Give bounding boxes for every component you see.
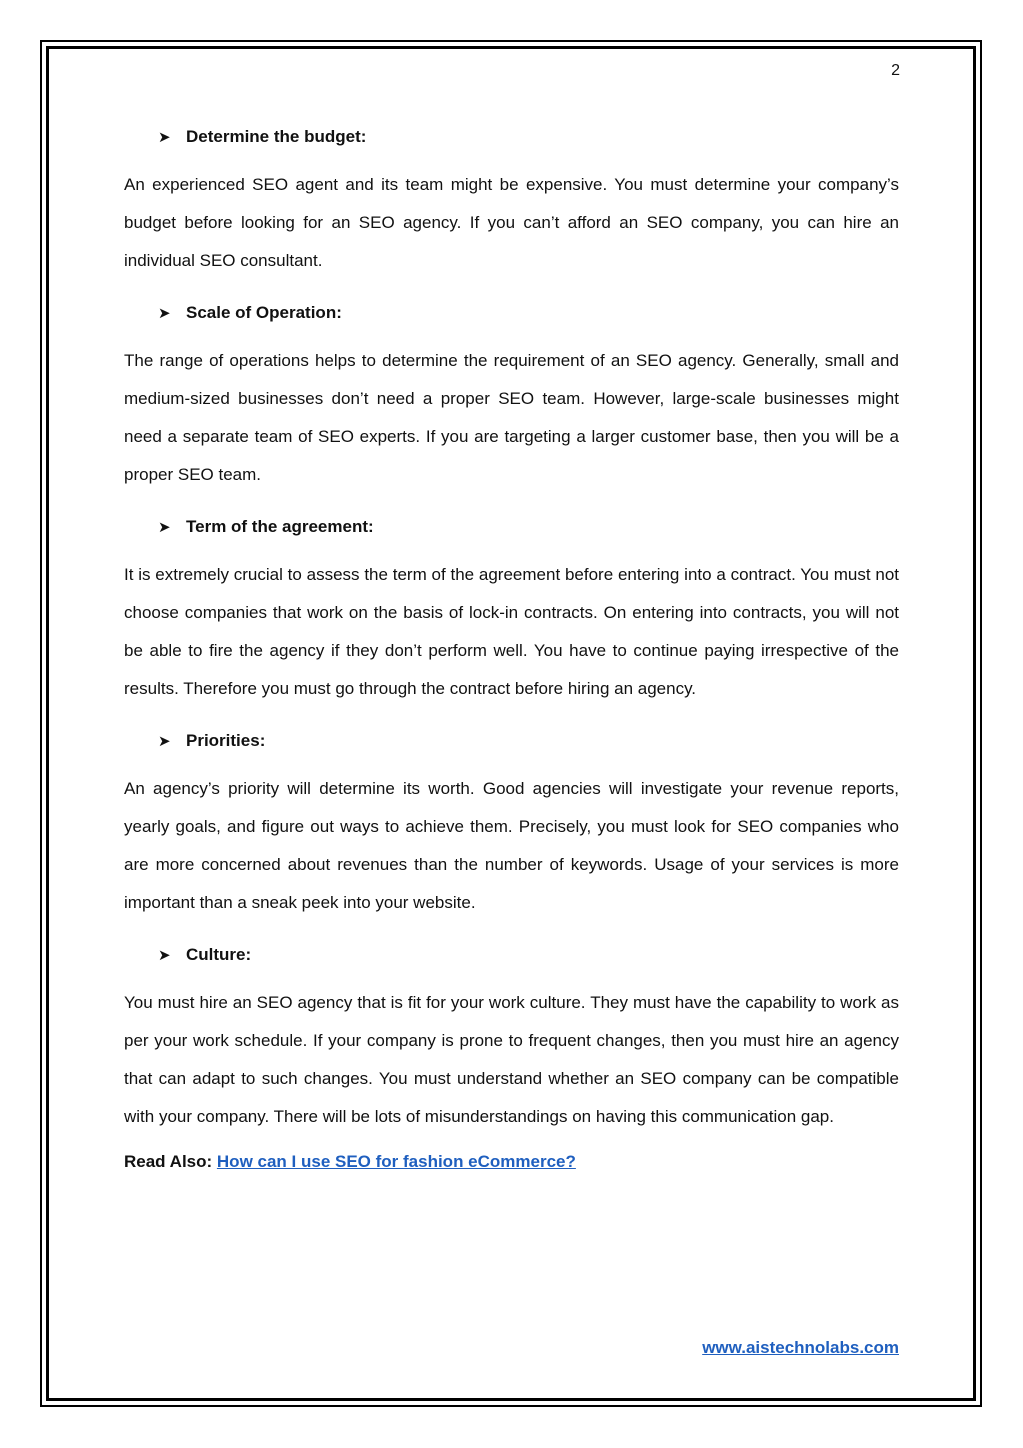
section-paragraph: You must hire an SEO agency that is fit for your work culture. They must have the capability to work as per your work schedule. If your company is prone to frequent changes, then you must hire an agency that can adapt to such changes. You must understand whether an SEO company can be compatible with your company. There will be lots of misunderstandings on having this communication gap.: [124, 993, 899, 1126]
read-also: [124, 1152, 899, 1172]
section-paragraph: An agency’s priority will determine its worth. Good agencies will investigate your revenue reports, yearly goals, and figure out ways to achieve them. Precisely, you must look for SEO companies who are more concerned about revenues than the number of keywords. Usage of your services is more important than a sneak peek into your website.: [124, 779, 899, 912]
section-heading: [158, 296, 899, 330]
document-body: [124, 120, 899, 1172]
footer-website-link[interactable]: www.aistechnolabs.com: [702, 1338, 899, 1357]
section-heading-text: Determine the budget:: [186, 127, 367, 146]
arrowhead-bullet-icon: ➤: [158, 947, 171, 964]
section-heading-text: Priorities:: [186, 731, 266, 750]
arrowhead-bullet-icon: ➤: [158, 733, 171, 750]
section-heading-text: Term of the agreement:: [186, 517, 374, 536]
section-paragraph: It is extremely crucial to assess the term of the agreement before entering into a contract. You must not choose companies that work on the basis of lock-in contracts. On entering into contracts, you will not be able to fire the agency if they don’t perform well. You have to continue paying irrespective of the results. Therefore you must go through the contract before hiring an agency.: [124, 565, 899, 698]
section-paragraph: An experienced SEO agent and its team might be expensive. You must determine your company’s budget before looking for an SEO agency. If you can’t afford an SEO company, you can hire an individual SEO consultant.: [124, 175, 899, 270]
section-paragraph: The range of operations helps to determine the requirement of an SEO agency. Generally, small and medium-sized businesses don’t need a proper SEO team. However, large-scale businesses might need a separate team of SEO experts. If you are targeting a larger customer base, then you will be a proper SEO team.: [124, 351, 899, 484]
section-heading: [158, 510, 899, 544]
section-heading-text: Scale of Operation:: [186, 303, 342, 322]
page-number: 2: [891, 62, 900, 79]
read-also-label: Read Also:: [124, 1152, 213, 1171]
section-heading: [158, 724, 899, 758]
read-also-link[interactable]: How can I use SEO for fashion eCommerce?: [216, 1152, 576, 1171]
section-heading-text: Culture:: [186, 945, 252, 964]
arrowhead-bullet-icon: ➤: [158, 305, 171, 322]
arrowhead-bullet-icon: ➤: [158, 519, 171, 536]
arrowhead-bullet-icon: ➤: [158, 129, 171, 146]
section-heading: [158, 938, 899, 972]
section-heading: [158, 120, 899, 154]
